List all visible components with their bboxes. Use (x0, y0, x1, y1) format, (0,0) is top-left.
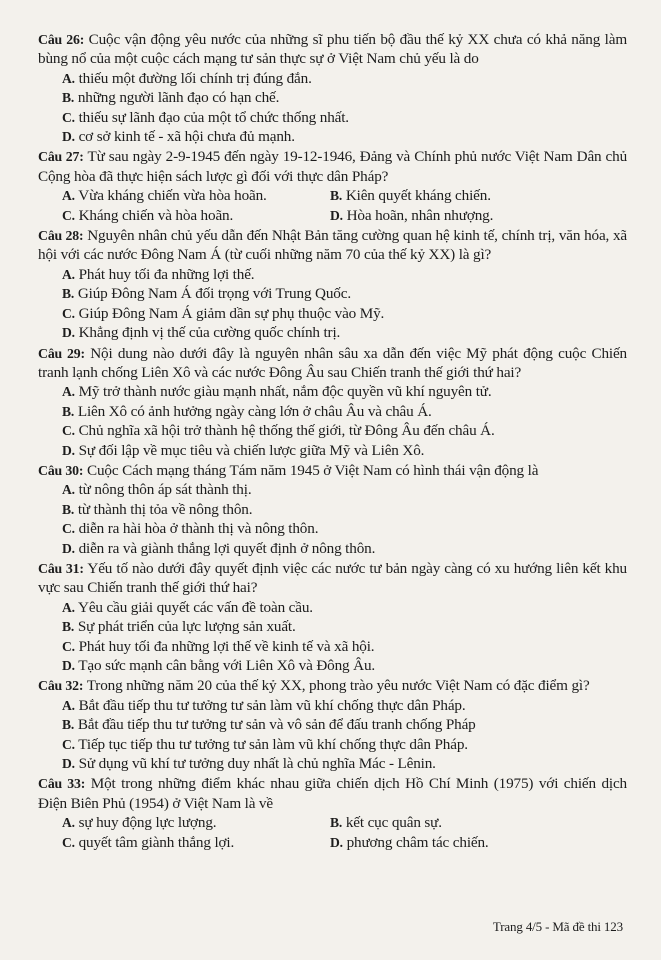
answer-option (62, 754, 436, 773)
option-row (62, 696, 627, 715)
option-letter: A. (62, 384, 75, 400)
option-letter: B. (62, 90, 75, 106)
answer-option (62, 382, 492, 401)
answer-option (62, 402, 432, 421)
option-text: kết cục quân sự. (345, 814, 442, 832)
option-text: Chủ nghĩa xã hội trở thành hệ thống thế giới, từ Đông Âu đến châu Á. (78, 422, 495, 440)
answer-option (330, 186, 598, 205)
option-text: thiếu sự lãnh đạo của một tổ chức thống nhất. (78, 108, 349, 126)
answer-option (330, 813, 598, 832)
option-text: Mỹ trở thành nước giàu mạnh nhất, nắm độc quyền vũ khí nguyên tử. (78, 383, 492, 401)
question-text: Một trong những điểm khác nhau giữa chiến dịch Hồ Chí Minh (1975) với chiến dịch Điện Biên Phủ (1954) ở Việt Nam là về (38, 775, 627, 812)
question-number: Câu 33: (38, 776, 86, 792)
answer-options (38, 265, 627, 343)
option-letter: B. (62, 403, 75, 419)
question-number: Câu 29: (38, 345, 85, 361)
answer-options (38, 186, 627, 225)
question-stem (38, 344, 627, 383)
option-text: phương châm tác chiến. (346, 833, 489, 851)
option-row (62, 441, 627, 460)
answer-option (62, 715, 476, 734)
option-text: Kiên quyết kháng chiến. (345, 187, 491, 205)
option-row (62, 402, 627, 421)
option-text: thiếu một đường lối chính trị đúng đắn. (78, 69, 312, 87)
answer-option (62, 304, 384, 323)
question-text: Cuộc Cách mạng tháng Tám năm 1945 ở Việt Nam có hình thái vận động là (86, 461, 539, 479)
option-row (62, 265, 627, 284)
answer-option (62, 421, 495, 440)
answer-option (62, 656, 375, 675)
answer-option (62, 617, 296, 636)
option-text: Giúp Đông Nam Á giảm dần sự phụ thuộc vào Mỹ. (78, 304, 385, 322)
option-letter: B. (62, 717, 75, 733)
option-row (62, 656, 627, 675)
answer-options (38, 69, 627, 147)
option-row (62, 539, 627, 558)
option-text: Kháng chiến và hòa hoãn. (78, 206, 234, 224)
option-row (62, 127, 627, 146)
question-block (38, 344, 627, 460)
option-letter: D. (62, 325, 75, 341)
answer-option (62, 323, 340, 342)
answer-option (62, 206, 330, 225)
question-block (38, 147, 627, 225)
option-text: Tiếp tục tiếp thu tư tưởng tư sản làm vũ khí chống thực dân Pháp. (78, 735, 468, 753)
question-stem (38, 147, 627, 186)
option-row (62, 88, 627, 107)
option-text: cơ sở kinh tế - xã hội chưa đủ mạnh. (78, 128, 295, 146)
answer-option (62, 127, 295, 146)
option-letter: A. (62, 599, 75, 615)
option-row (62, 637, 627, 656)
question-number: Câu 30: (38, 462, 84, 478)
option-letter: B. (62, 619, 75, 635)
answer-options (38, 696, 627, 774)
option-letter: B. (62, 501, 75, 517)
option-letter: D. (330, 207, 343, 223)
answer-option (62, 186, 330, 205)
question-number: Câu 32: (38, 678, 84, 694)
option-row (62, 833, 627, 852)
option-letter: D. (330, 834, 343, 850)
option-text: Khẳng định vị thế của cường quốc chính trị. (78, 324, 341, 342)
option-text: Sự đối lập về mục tiêu và chiến lược giữa Mỹ và Liên Xô. (78, 441, 425, 459)
question-number: Câu 27: (38, 149, 84, 165)
option-letter: C. (62, 305, 75, 321)
option-text: Phát huy tối đa những lợi thế về kinh tế và xã hội. (78, 637, 375, 655)
page-footer: Trang 4/5 - Mã đề thi 123 (492, 919, 623, 934)
answer-options (38, 813, 627, 852)
option-letter: D. (62, 129, 75, 145)
option-letter: A. (62, 697, 75, 713)
answer-option (330, 206, 598, 225)
question-stem (38, 226, 627, 265)
option-text: từ nông thôn áp sát thành thị. (78, 481, 252, 499)
option-row (62, 421, 627, 440)
option-row (62, 186, 627, 205)
answer-option (62, 813, 330, 832)
option-text: Sử dụng vũ khí tư tưởng duy nhất là chủ nghĩa Mác - Lênin. (78, 755, 436, 773)
question-stem (38, 774, 627, 813)
answer-option (62, 598, 313, 617)
option-text: diễn ra hài hòa ở thành thị và nông thôn. (78, 520, 319, 538)
option-letter: B. (330, 815, 343, 831)
answer-option (330, 833, 598, 852)
option-row (62, 617, 627, 636)
option-row (62, 735, 627, 754)
option-row (62, 500, 627, 519)
answer-option (62, 539, 375, 558)
option-letter: D. (62, 540, 75, 556)
question-block (38, 676, 627, 773)
option-letter: D. (62, 658, 75, 673)
question-block (38, 774, 627, 852)
option-letter: C. (62, 521, 75, 537)
option-letter: C. (62, 207, 75, 223)
answer-option (62, 480, 251, 499)
question-block (38, 559, 627, 675)
option-row (62, 715, 627, 734)
question-text: Từ sau ngày 2-9-1945 đến ngày 19-12-1946, Đảng và Chính phủ nước Việt Nam Dân chủ Cộng hòa đã thực hiện sách lược gì đối với thực dân Pháp? (38, 148, 628, 185)
option-row (62, 382, 627, 401)
option-row (62, 813, 627, 832)
answer-options (38, 598, 627, 676)
answer-options (38, 382, 627, 460)
answer-option (62, 500, 252, 519)
option-text: những người lãnh đạo có hạn chế. (77, 89, 280, 107)
option-row (62, 480, 627, 499)
question-text: Cuộc vận động yêu nước của những sĩ phu tiến bộ đầu thế kỷ XX chưa có khả năng làm bùng nổ của một cuộc cách mạng tư sản thực sự ở Việt Nam chủ yếu là do (38, 31, 627, 68)
option-letter: C. (62, 638, 75, 654)
option-letter: A. (62, 482, 75, 498)
question-block (38, 30, 627, 146)
question-stem (38, 676, 627, 695)
answer-option (62, 69, 312, 88)
option-text: Bắt đầu tiếp thu tư tưởng tư sản và vô sản để đấu tranh chống Pháp (77, 716, 476, 734)
option-text: Phát huy tối đa những lợi thế. (78, 265, 255, 283)
option-text: Tạo sức mạnh cân bằng với Liên Xô và Đông Âu. (78, 657, 376, 674)
question-text: Nguyên nhân chủ yếu dẫn đến Nhật Bản tăng cường quan hệ kinh tế, chính trị, văn hóa, xã hội với các nước Đông Nam Á (từ cuối những năm 70 của thế kỷ XX) là gì? (38, 227, 627, 264)
option-text: Sự phát triển của lực lượng sản xuất. (77, 618, 296, 636)
answer-option (62, 637, 374, 656)
answer-options (38, 480, 627, 558)
option-letter: C. (62, 834, 75, 850)
option-text: diễn ra và giành thắng lợi quyết định ở nông thôn. (78, 539, 376, 557)
question-list (38, 30, 627, 852)
option-letter: B. (62, 286, 75, 302)
option-row (62, 108, 627, 127)
answer-option (62, 284, 351, 303)
option-letter: B. (330, 188, 343, 204)
answer-option (62, 696, 466, 715)
option-letter: D. (62, 442, 75, 458)
option-letter: C. (62, 736, 75, 752)
option-row (62, 69, 627, 88)
question-text: Yếu tố nào dưới đây quyết định việc các nước tư bản ngày càng có xu hướng liên kết khu vực sau Chiến tranh thế giới thứ hai? (38, 559, 627, 597)
option-row (62, 598, 627, 617)
option-letter: D. (62, 756, 75, 772)
option-row (62, 519, 627, 538)
answer-option (62, 735, 468, 754)
answer-option (62, 108, 349, 127)
option-letter: A. (62, 70, 75, 86)
answer-option (62, 265, 254, 284)
option-text: Yêu cầu giải quyết các vấn đề toàn cầu. (78, 598, 313, 616)
option-letter: A. (62, 188, 75, 204)
answer-option (62, 88, 279, 107)
option-row (62, 754, 627, 773)
option-letter: A. (62, 266, 75, 282)
option-row (62, 323, 627, 342)
option-text: Liên Xô có ảnh hưởng ngày càng lớn ở châu Âu và châu Á. (77, 402, 432, 420)
question-block (38, 226, 627, 342)
question-block (38, 461, 627, 558)
option-row (62, 304, 627, 323)
question-stem (38, 559, 627, 598)
option-text: quyết tâm giành thắng lợi. (78, 833, 235, 851)
answer-option (62, 833, 330, 852)
option-row (62, 284, 627, 303)
answer-option (62, 441, 424, 460)
option-letter: A. (62, 815, 75, 831)
question-text: Trong những năm 20 của thế kỷ XX, phong trào yêu nước Việt Nam có đặc điểm gì? (86, 677, 590, 695)
option-letter: C. (62, 423, 75, 439)
option-text: Vừa kháng chiến vừa hòa hoãn. (78, 187, 267, 205)
question-number: Câu 26: (38, 32, 85, 47)
option-text: Bắt đầu tiếp thu tư tưởng tư sản làm vũ khí chống thực dân Pháp. (78, 696, 466, 714)
option-text: Giúp Đông Nam Á đối trọng với Trung Quốc. (77, 285, 351, 303)
option-letter: C. (62, 109, 75, 125)
question-number: Câu 31: (38, 560, 84, 576)
question-text: Nội dung nào dưới đây là nguyên nhân sâu xa dẫn đến việc Mỹ phát động cuộc Chiến tranh lạnh chống Liên Xô và các nước Đông Âu sau Chiến tranh thế giới thứ hai? (38, 344, 627, 381)
question-stem (38, 30, 627, 69)
option-text: Hòa hoãn, nhân nhượng. (346, 206, 494, 224)
option-text: sự huy động lực lượng. (78, 814, 217, 832)
answer-option (62, 519, 318, 538)
question-stem (38, 461, 627, 480)
option-text: từ thành thị tỏa về nông thôn. (77, 500, 253, 518)
option-row (62, 206, 627, 225)
question-number: Câu 28: (38, 228, 84, 244)
